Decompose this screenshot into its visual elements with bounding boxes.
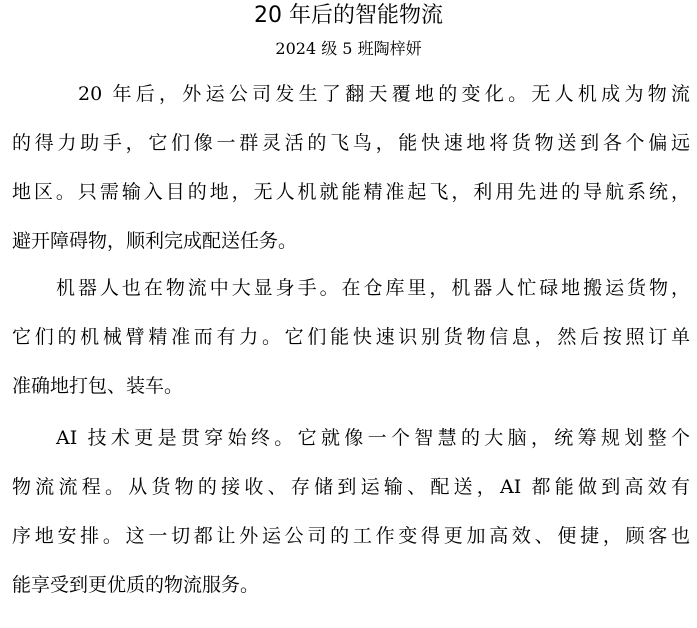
paragraph-line: 20 年后，外运公司发生了翻天覆地的变化。无人机成为物流	[78, 83, 690, 105]
paragraph-line: 它们的机械臂精准而有力。它们能快速识别货物信息，然后按照订单	[12, 326, 690, 348]
paragraph-line: 避开障碍物，顺利完成配送任务。	[12, 230, 298, 252]
document-byline: 2024 级 5 班陶梓妍	[275, 39, 422, 58]
paragraph-line: 序地安排。这一切都让外运公司的工作变得更加高效、便捷，顾客也	[12, 525, 690, 547]
paragraph-line: AI 技术更是贯穿始终。它就像一个智慧的大脑，统筹规划整个	[56, 427, 690, 449]
document-title: 20 年后的智能物流	[254, 3, 443, 28]
paragraph-line: 地区。只需输入目的地，无人机就能精准起飞，利用先进的导航系统，	[12, 181, 690, 203]
paragraph-line: 机器人也在物流中大显身手。在仓库里，机器人忙碌地搬运货物，	[56, 277, 690, 299]
paragraph-line: 准确地打包、装车。	[12, 375, 184, 397]
paragraph-line: 物流流程。从货物的接收、存储到运输、配送，AI 都能做到高效有	[12, 476, 690, 498]
paragraph-line: 能享受到更优质的物流服务。	[12, 574, 260, 596]
paragraph-line: 的得力助手，它们像一群灵活的飞鸟，能快速地将货物送到各个偏远	[12, 132, 690, 154]
